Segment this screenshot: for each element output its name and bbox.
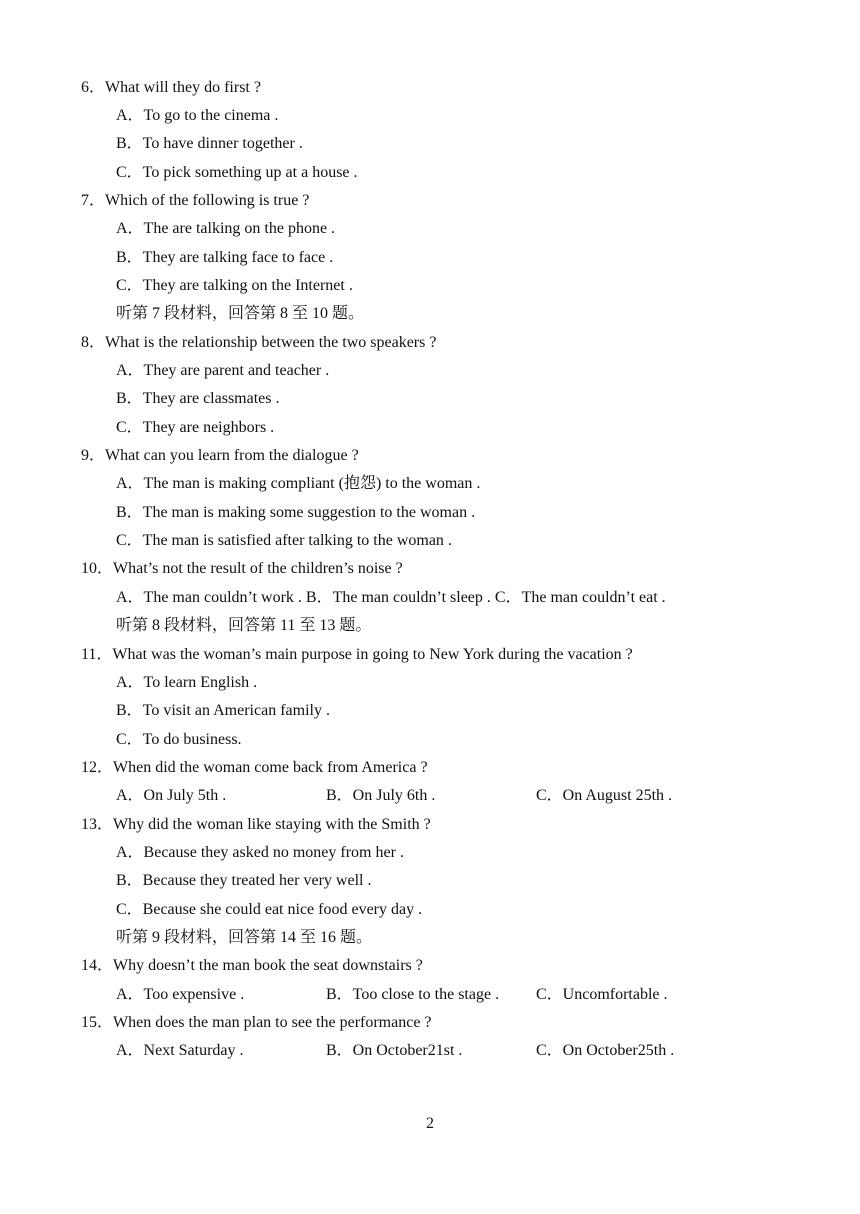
q7-option-c: C．They are talking on the Internet . <box>116 277 353 294</box>
q10-options: A．The man couldn’t work . B．The man couldn’t sleep . C．The man couldn’t eat . <box>116 589 666 606</box>
q14-option-a: A．Too expensive . <box>116 986 245 1003</box>
question-7: 7．Which of the following is true ? <box>81 192 310 209</box>
q9-option-a: A．The man is making compliant (抱怨) to the woman . <box>116 475 481 492</box>
q9-option-c: C．The man is satisfied after talking to the woman . <box>116 532 452 549</box>
q13-option-b: B．Because they treated her very well . <box>116 872 372 889</box>
q13-option-c: C．Because she could eat nice food every day . <box>116 901 423 918</box>
question-13: 13．Why did the woman like staying with the Smith ? <box>81 816 431 833</box>
section-7-instruction: 听第 7 段材料，回答第 8 至 10 题。 <box>116 305 365 322</box>
q12-option-a: A．On July 5th . <box>116 787 227 804</box>
question-11: 11．What was the woman’s main purpose in going to New York during the vacation ? <box>81 646 633 663</box>
q11-option-b: B．To visit an American family . <box>116 702 330 719</box>
q15-option-b: B．On October21st . <box>326 1042 463 1059</box>
q6-option-a: A．To go to the cinema . <box>116 107 279 124</box>
q7-option-a: A．The are talking on the phone . <box>116 220 336 237</box>
q8-option-b: B．They are classmates . <box>116 390 280 407</box>
q11-option-a: A．To learn English . <box>116 674 258 691</box>
q12-option-b: B．On July 6th . <box>326 787 436 804</box>
q7-option-b: B．They are talking face to face . <box>116 249 334 266</box>
question-9: 9．What can you learn from the dialogue ? <box>81 447 359 464</box>
section-8-instruction: 听第 8 段材料，回答第 11 至 13 题。 <box>116 617 372 634</box>
q8-option-a: A．They are parent and teacher . <box>116 362 330 379</box>
page-number: 2 <box>426 1115 434 1132</box>
question-6: 6．What will they do first ? <box>81 79 261 96</box>
q13-option-a: A．Because they asked no money from her . <box>116 844 404 861</box>
q9-option-b: B．The man is making some suggestion to the woman . <box>116 504 476 521</box>
q8-option-c: C．They are neighbors . <box>116 419 275 436</box>
q15-option-c: C．On October25th . <box>536 1042 675 1059</box>
q12-option-c: C．On August 25th . <box>536 787 673 804</box>
question-12: 12．When did the woman come back from America ? <box>81 759 428 776</box>
question-10: 10．What’s not the result of the children’s noise ? <box>81 560 403 577</box>
section-9-instruction: 听第 9 段材料，回答第 14 至 16 题。 <box>116 929 373 946</box>
q14-option-b: B．Too close to the stage . <box>326 986 500 1003</box>
q14-option-c: C．Uncomfortable . <box>536 986 668 1003</box>
q15-option-a: A．Next Saturday . <box>116 1042 244 1059</box>
question-15: 15．When does the man plan to see the performance ? <box>81 1014 432 1031</box>
q11-option-c: C．To do business. <box>116 731 242 748</box>
question-8: 8．What is the relationship between the two speakers ? <box>81 334 437 351</box>
question-14: 14．Why doesn’t the man book the seat downstairs ? <box>81 957 423 974</box>
q6-option-c: C．To pick something up at a house . <box>116 164 358 181</box>
q6-option-b: B．To have dinner together . <box>116 135 303 152</box>
